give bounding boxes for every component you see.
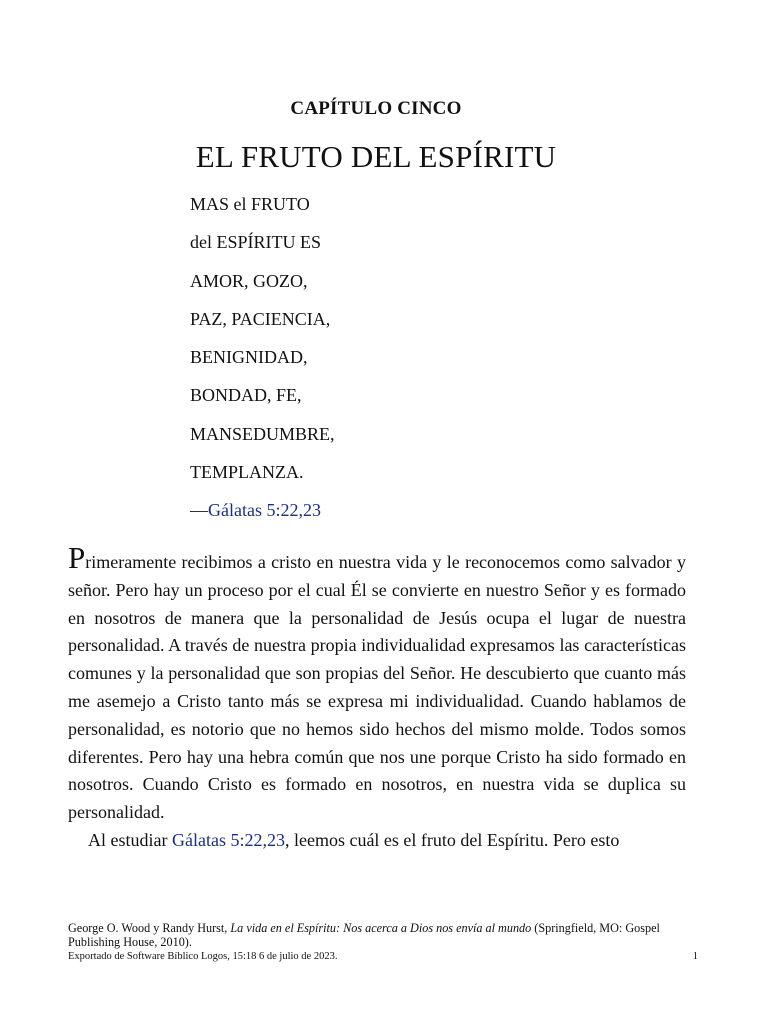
citation-publisher: (Springfield, MO: Gospel Publishing House, 2010). — [68, 921, 660, 949]
chapter-title: EL FRUTO DEL ESPÍRITU — [195, 139, 557, 174]
paragraph — [68, 540, 686, 827]
body-text — [68, 540, 686, 855]
chapter-label: CAPÍTULO CINCO — [290, 98, 462, 119]
paragraph — [68, 827, 686, 855]
scripture-reference-link[interactable]: Gálatas 5:22,23 — [208, 500, 321, 521]
export-row — [68, 951, 700, 963]
paragraph-text: , leemos cuál es el fruto del Espíritu. Pero esto — [284, 829, 620, 850]
citation-dash: — — [190, 500, 208, 521]
epigraph-line: TEMPLANZA. — [190, 462, 304, 483]
epigraph-line: del ESPÍRITU ES — [190, 232, 322, 253]
epigraph-citation — [190, 498, 335, 522]
page-footer — [68, 922, 700, 963]
paragraph-text: rimeramente recibimos a cristo en nuestra vida y le reconocemos como salvador y señor. Pero hay un proceso por el cual Él se convierte en nuestro Señor y es formado en nosotros de manera que la personalidad de Jesús ocupa el lugar de nuestra personalidad. A través de nuestra propia individualidad expresamos las características comunes y la personalidad que son propias del Señor. He descubierto que cuanto más me asemejo a Cristo tanto más se expresa mi individualidad. Cuando hablamos de personalidad, es notorio que no hemos sido hechos del mismo molde. Todos somos diferentes. Pero hay una hebra común que nos une porque Cristo ha sido formado en nosotros. Cuando Cristo es formado en nosotros, en nuestra vida se duplica su personalidad. — [68, 552, 686, 823]
epigraph-line: MANSEDUMBRE, — [190, 423, 335, 444]
paragraph-text: Al estudiar — [88, 829, 172, 850]
epigraph-line: PAZ, PACIENCIA, — [190, 308, 331, 329]
page-number: 1 — [692, 951, 698, 962]
export-note: Exportado de Software Bíblico Logos, 15:18 6 de julio de 2023. — [68, 951, 338, 962]
epigraph — [190, 192, 335, 522]
epigraph-line: MAS el FRUTO — [190, 194, 310, 214]
epigraph-line: AMOR, GOZO, — [190, 270, 308, 291]
citation-authors: George O. Wood y Randy Hurst, — [68, 921, 231, 935]
scripture-reference-link[interactable]: Gálatas 5:22,23 — [171, 829, 285, 850]
epigraph-line: BENIGNIDAD, — [190, 347, 308, 368]
drop-cap: P — [68, 540, 86, 575]
citation-book-title: La vida en el Espíritu: Nos acerca a Dios nos envía al mundo — [230, 921, 532, 935]
source-citation — [68, 922, 700, 949]
epigraph-line: BONDAD, FE, — [190, 385, 302, 406]
